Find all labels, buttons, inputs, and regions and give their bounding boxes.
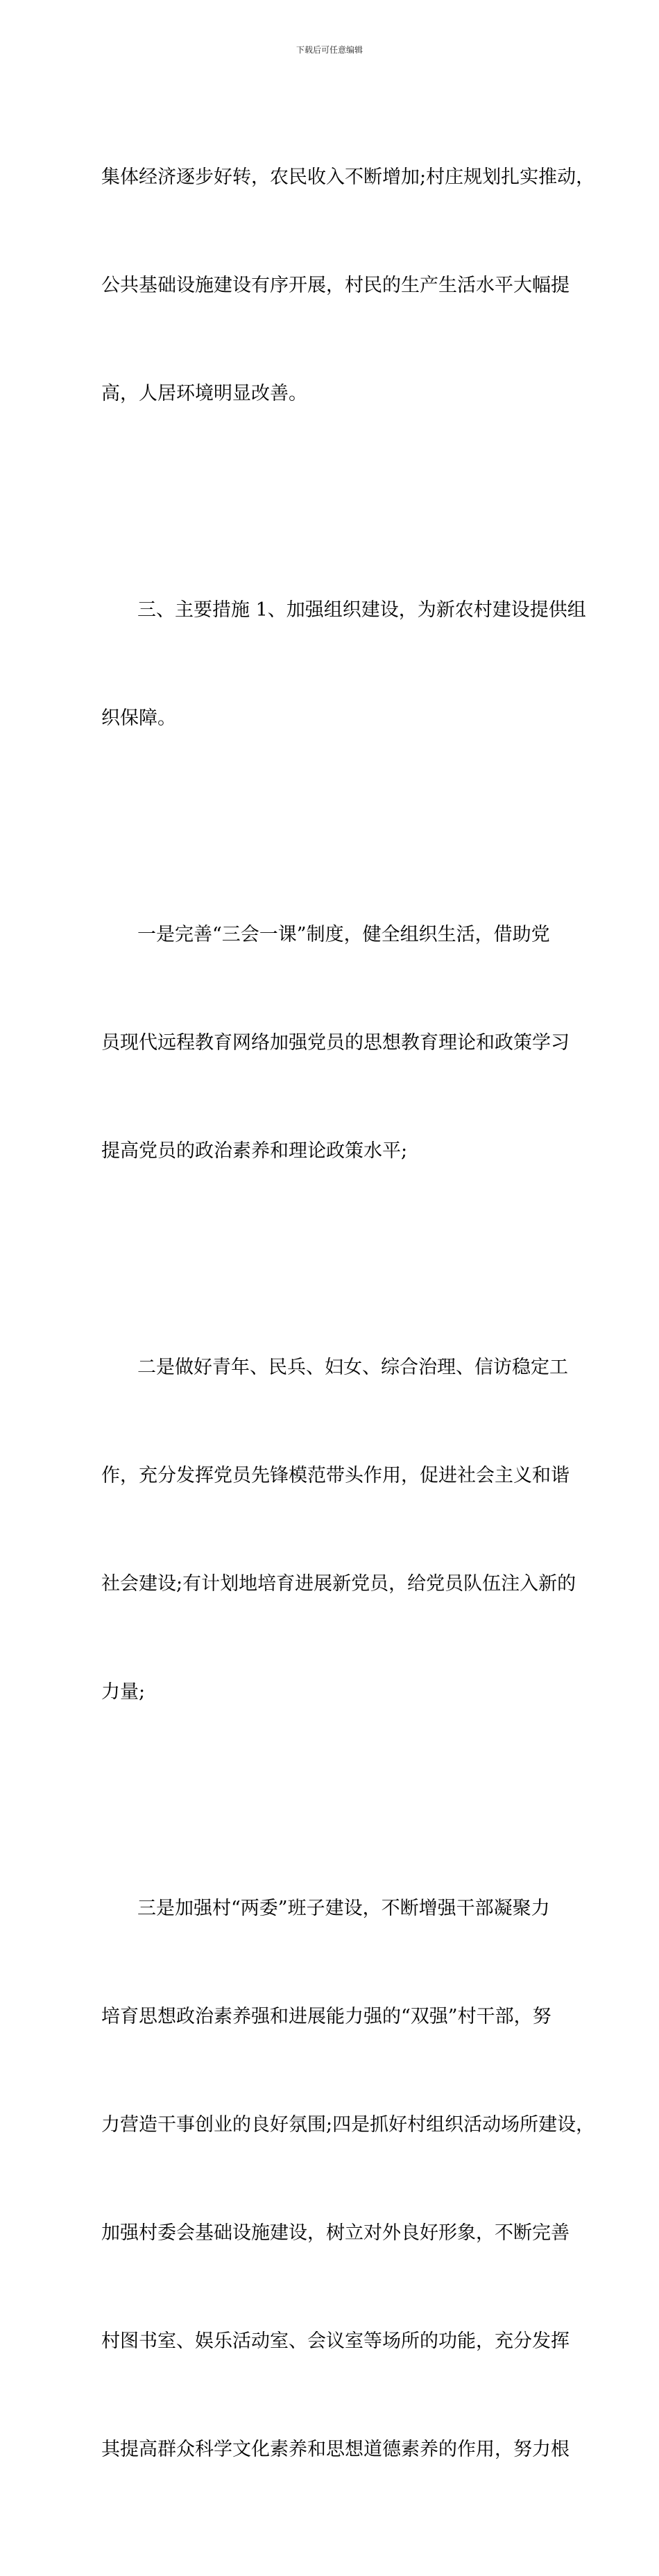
paragraph-2 (101, 520, 586, 809)
page-header: 下载后可任意编辑 (296, 45, 363, 55)
paragraph-line: 高，人居环境明显改善。 (101, 383, 307, 404)
document-body (101, 87, 595, 2576)
paragraph-line: 织保障。 (101, 707, 176, 729)
paragraph-line: 力量; (101, 1681, 146, 1703)
paragraph-5 (101, 1819, 595, 2540)
paragraph-line: 二是做好青年、民兵、妇女、综合治理、信访稳定工 (137, 1357, 568, 1378)
paragraph-line: 三、主要措施 1、加强组织建设，为新农村建设提供组 (137, 599, 586, 621)
paragraph-line: 三是加强村“两委”班子建设，不断增强干部凝聚力 (137, 1898, 550, 1919)
paragraph-line: 培育思想政治素养强和进展能力强的“双强”村干部，努 (101, 2006, 551, 2027)
paragraph-3 (101, 845, 570, 1242)
paragraph-line: 集体经济逐步好转，农民收入不断增加;村庄规划扎实推动， (101, 166, 595, 188)
paragraph-line: 提高党员的政治素养和理论政策水平; (101, 1140, 408, 1162)
paragraph-line: 一是完善“三会一课”制度，健全组织生活，借助党 (137, 924, 550, 945)
paragraph-line: 力营造干事创业的良好氛围;四是抓好村组织活动场所建设， (101, 2114, 595, 2136)
paragraph-line: 加强村委会基础设施建设，树立对外良好形象，不断完善 (101, 2222, 570, 2244)
paragraph-line: 其提高群众科学文化素养和思想道德素养的作用，努力根 (101, 2439, 570, 2460)
paragraph-line: 公共基础设施建设有序开展，村民的生产生活水平大幅提 (101, 275, 570, 296)
paragraph-1 (101, 87, 595, 484)
paragraph-line: 社会建设;有计划地培育进展新党员，给党员队伍注入新的 (101, 1573, 576, 1595)
paragraph-4 (101, 1278, 576, 1783)
paragraph-line: 村图书室、娱乐活动室、会议室等场所的功能，充分发挥 (101, 2330, 570, 2352)
paragraph-line: 员现代远程教育网络加强党员的思想教育理论和政策学习 (101, 1032, 570, 1054)
paragraph-line: 作，充分发挥党员先锋模范带头作用，促进社会主义和谐 (101, 1465, 570, 1486)
